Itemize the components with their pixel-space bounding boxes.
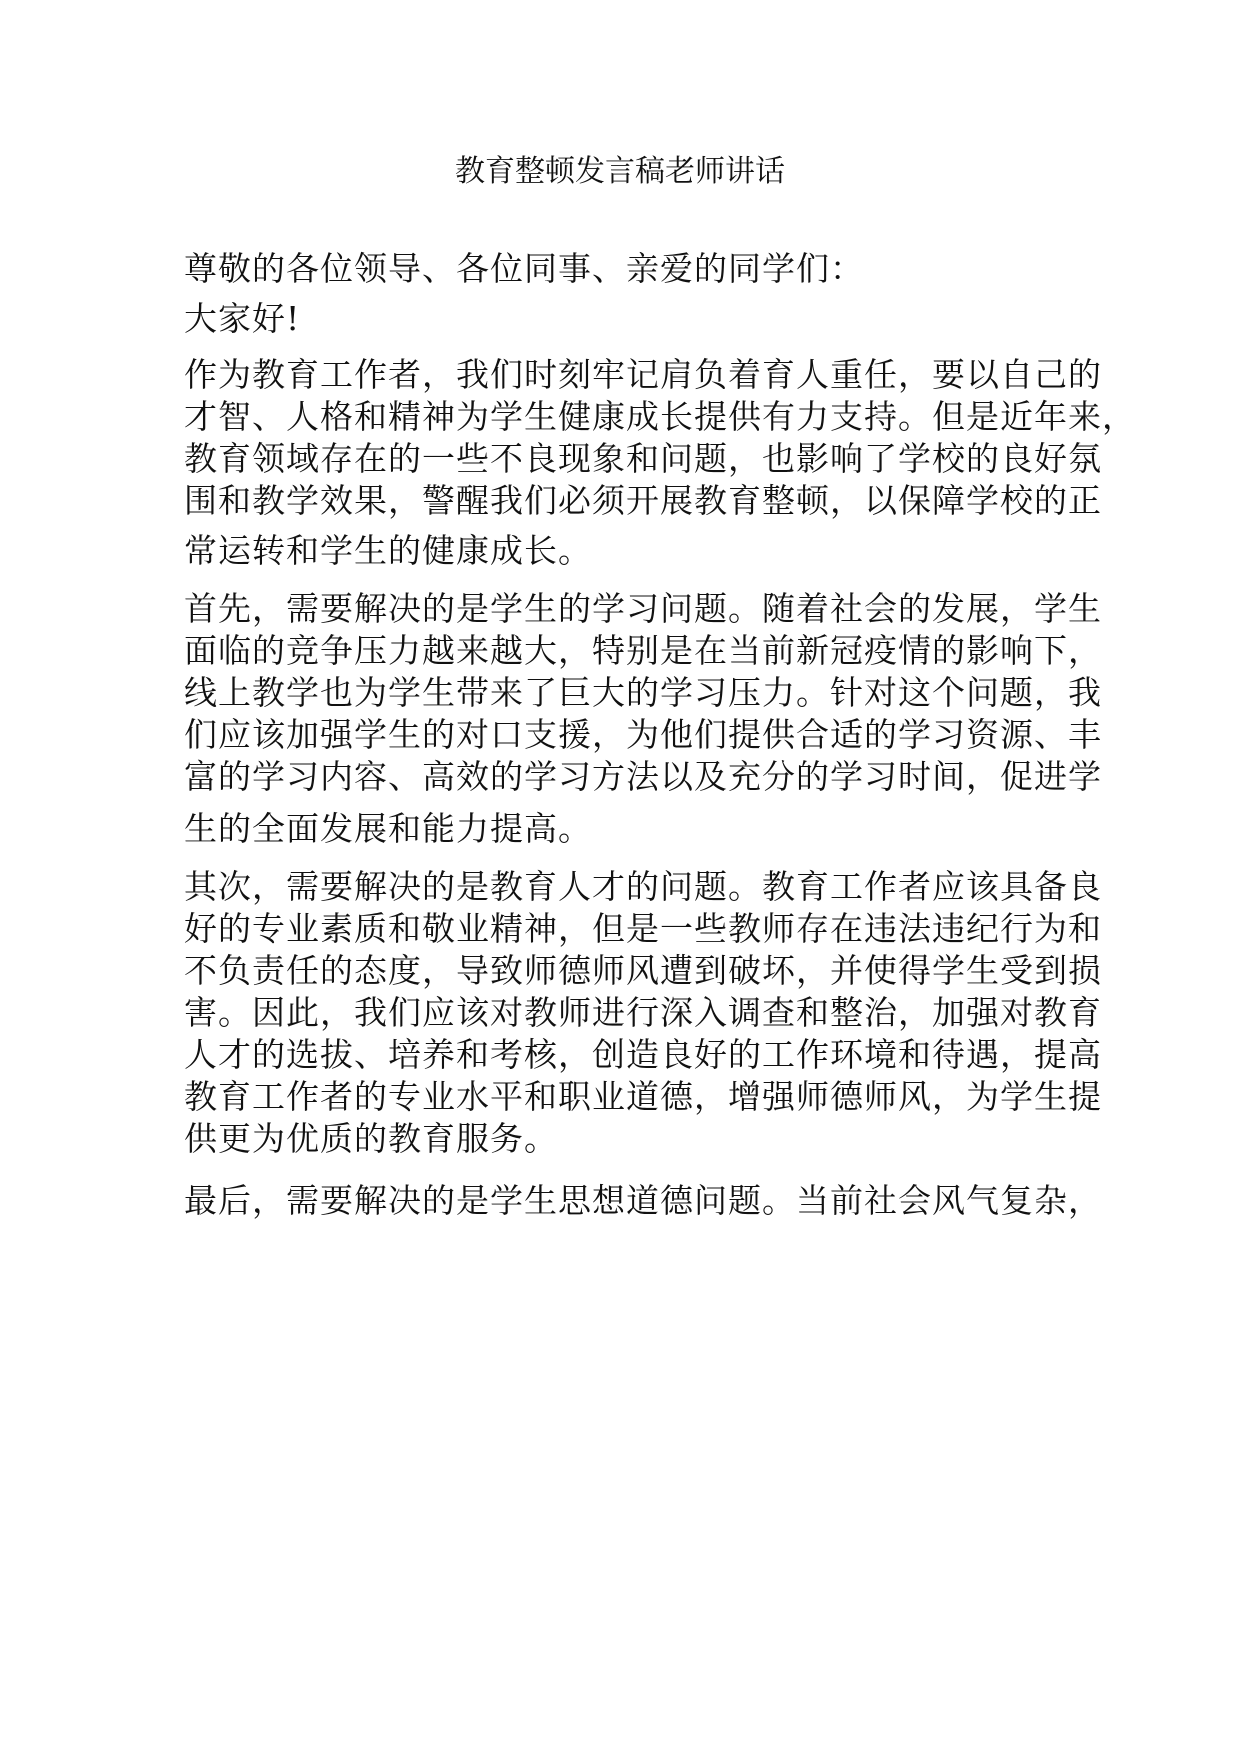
paragraph-line: 作为教育工作者，我们时刻牢记肩负着育人重任，要以自己的 [184, 355, 1102, 394]
paragraph-line: 最后，需要解决的是学生思想道德问题。当前社会风气复杂， [184, 1181, 1102, 1220]
paragraph-line: 人才的选拔、培养和考核，创造良好的工作环境和待遇，提高 [184, 1035, 1102, 1074]
paragraph-2-tail [184, 808, 1084, 850]
paragraph-line: 害。因此，我们应该对教师进行深入调查和整治，加强对教育 [184, 993, 1102, 1032]
paragraph-line: 供更为优质的教育服务。 [184, 1119, 558, 1158]
paragraph-4 [184, 1180, 1102, 1222]
paragraph-2 [184, 588, 1102, 798]
salutation [184, 248, 1084, 290]
document-title: 教育整顿发言稿老师讲话 [455, 154, 785, 189]
salutation-line: 尊敬的各位领导、各位同事、亲爱的同学们： [184, 249, 864, 288]
paragraph-line: 教育领域存在的一些不良现象和问题，也影响了学校的良好氛 [184, 439, 1102, 478]
paragraph-line: 教育工作者的专业水平和职业道德，增强师德师风，为学生提 [184, 1077, 1102, 1116]
paragraph-line: 才智、人格和精神为学生健康成长提供有力支持。但是近年来， [184, 397, 1136, 436]
paragraph-line: 常运转和学生的健康成长。 [184, 531, 592, 570]
paragraph-line: 不负责任的态度，导致师德师风遭到破坏，并使得学生受到损 [184, 951, 1102, 990]
paragraph-line: 好的专业素质和敬业精神，但是一些教师存在违法违纪行为和 [184, 909, 1102, 948]
paragraph-1-tail [184, 530, 1084, 572]
paragraph-3 [184, 866, 1102, 1160]
paragraph-1 [184, 354, 1136, 522]
paragraph-line: 首先，需要解决的是学生的学习问题。随着社会的发展，学生 [184, 589, 1102, 628]
paragraph-line: 们应该加强学生的对口支援，为他们提供合适的学习资源、丰 [184, 715, 1102, 754]
paragraph-line: 生的全面发展和能力提高。 [184, 809, 592, 848]
paragraph-line: 面临的竞争压力越来越大，特别是在当前新冠疫情的影响下， [184, 631, 1102, 670]
paragraph-line: 线上教学也为学生带来了巨大的学习压力。针对这个问题，我 [184, 673, 1102, 712]
greeting [184, 298, 1084, 340]
paragraph-line: 富的学习内容、高效的学习方法以及充分的学习时间，促进学 [184, 757, 1102, 796]
paragraph-line: 其次，需要解决的是教育人才的问题。教育工作者应该具备良 [184, 867, 1102, 906]
paragraph-line: 围和教学效果，警醒我们必须开展教育整顿，以保障学校的正 [184, 481, 1102, 520]
greeting-line: 大家好! [184, 299, 301, 338]
